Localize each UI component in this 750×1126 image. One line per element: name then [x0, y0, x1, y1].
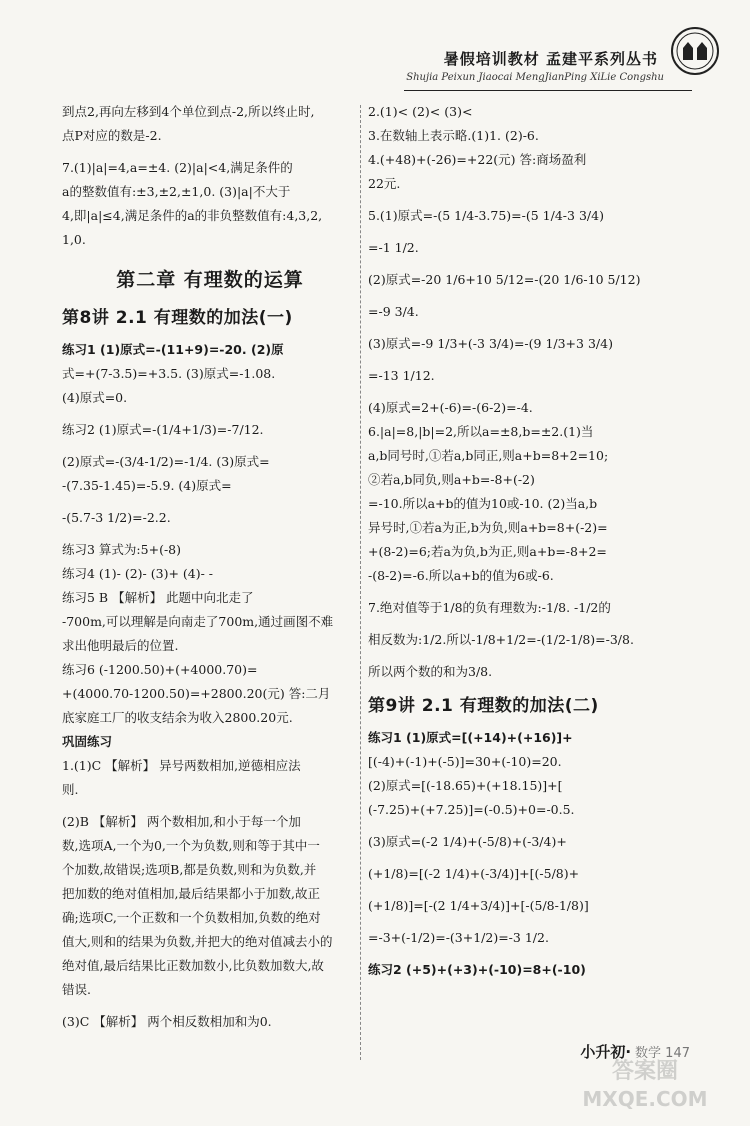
text-line: 练习3 算式为:5+(-8)	[62, 542, 181, 557]
text-line: -700m,可以理解是向南走了700m,通过画图不难	[62, 614, 334, 629]
text-line: 练习5 B 【解析】 此题中向北走了	[62, 590, 254, 605]
text-line: 练习4 (1)- (2)- (3)+ (4)- -	[62, 566, 214, 581]
text-line: 相反数为:1/2.所以-1/8+1/2=-(1/2-1/8)=-3/8.	[368, 632, 634, 647]
text-line: =-10.所以a+b的值为10或-10. (2)当a,b	[368, 496, 598, 511]
text-line: 练习2 (1)原式=-(1/4+1/3)=-7/12.	[62, 422, 264, 437]
text-line: 7.(1)|a|=4,a=±4. (2)|a|<4,满足条件的	[62, 160, 293, 175]
text-line: 1,0.	[62, 232, 86, 247]
series-title: 暑假培训教材 孟建平系列丛书	[443, 50, 658, 68]
text-line: 异号时,①若a为正,b为负,则a+b=8+(-2)=	[368, 520, 608, 535]
text-line: (+1/8)]=[-(2 1/4+3/4)]+[-(5/8-1/8)]	[368, 898, 589, 913]
text-line: (4)原式=0.	[62, 390, 128, 405]
text-line: 求出他明最后的位置.	[62, 638, 179, 653]
text-line: (3)原式=(-2 1/4)+(-5/8)+(-3/4)+	[368, 834, 567, 849]
lecture-9-title: 第9讲 2.1 有理数的加法(二)	[368, 696, 599, 716]
text-line: =-1 1/2.	[368, 240, 419, 255]
text-line: (3)原式=-9 1/3+(-3 3/4)=-(9 1/3+3 3/4)	[368, 336, 613, 351]
text-line: 式=+(7-3.5)=+3.5. (3)原式=-1.08.	[62, 366, 276, 381]
text-line: 练习2 (+5)+(+3)+(-10)=8+(-10)	[368, 962, 586, 977]
text-line: -(7.35-1.45)=-5.9. (4)原式=	[62, 478, 232, 493]
page-number: 数学 147	[635, 1046, 690, 1061]
text-line: 绝对值,最后结果比正数加数小,比负数加数大,故	[62, 958, 324, 973]
watermark-top-text: 答案圈	[611, 1059, 679, 1084]
publisher-logo-icon	[670, 26, 720, 76]
right-column	[368, 100, 670, 982]
text-line: =-13 1/12.	[368, 368, 435, 383]
text-line: 错误.	[62, 982, 91, 997]
text-line: 点P对应的数是-2.	[62, 128, 162, 143]
column-divider	[360, 105, 361, 1060]
text-line: (2)原式=-(3/4-1/2)=-1/4. (3)原式=	[62, 454, 270, 469]
text-line: +(8-2)=6;若a为负,b为正,则a+b=-8+2=	[368, 544, 607, 559]
text-line: 7.绝对值等于1/8的负有理数为:-1/8. -1/2的	[368, 600, 611, 615]
footer-label: 小升初·	[580, 1043, 632, 1061]
text-line: 所以两个数的和为3/8.	[368, 664, 493, 679]
header-rule	[404, 90, 692, 91]
text-line: (2)原式=-20 1/6+10 5/12=-(20 1/6-10 5/12)	[368, 272, 641, 287]
left-column	[62, 100, 358, 1034]
text-line: ②若a,b同负,则a+b=-8+(-2)	[368, 472, 535, 487]
text-line: 5.(1)原式=-(5 1/4-3.75)=-(5 1/4-3 3/4)	[368, 208, 604, 223]
text-line: (2)B 【解析】 两个数相加,和小于每一个加	[62, 814, 301, 829]
series-subtitle: Shujia Peixun Jiaocai MengJianPing XiLie Congshu	[406, 72, 664, 83]
watermark-logo-icon	[560, 1052, 730, 1114]
text-line: [(-4)+(-1)+(-5)]=30+(-10)=20.	[368, 754, 562, 769]
text-line: 2.(1)< (2)< (3)<	[368, 104, 473, 119]
text-line: +(4000.70-1200.50)=+2800.20(元) 答:二月	[62, 686, 331, 701]
chapter-title: 第二章 有理数的运算	[116, 269, 304, 291]
text-line: a,b同号时,①若a,b同正,则a+b=8+2=10;	[368, 448, 609, 463]
text-line: 则.	[62, 782, 79, 797]
text-line: 确;选项C,一个正数和一个负数相加,负数的绝对	[62, 910, 321, 925]
text-line: 6.|a|=8,|b|=2,所以a=±8,b=±2.(1)当	[368, 424, 594, 439]
text-line: (4)原式=2+(-6)=-(6-2)=-4.	[368, 400, 533, 415]
text-line: 巩固练习	[62, 734, 113, 749]
text-line: 到点2,再向左移到4个单位到点-2,所以终止时,	[62, 104, 315, 119]
text-line: 底家庭工厂的收支结余为收入2800.20元.	[62, 710, 293, 725]
text-line: 3.在数轴上表示略.(1)1. (2)-6.	[368, 128, 539, 143]
text-line: (2)原式=[(-18.65)+(+18.15)]+[	[368, 778, 563, 793]
text-line: a的整数值有:±3,±2,±1,0. (3)|a|不大于	[62, 184, 291, 199]
text-line: =-3+(-1/2)=-(3+1/2)=-3 1/2.	[368, 930, 549, 945]
text-line: -(5.7-3 1/2)=-2.2.	[62, 510, 171, 525]
page-header	[0, 0, 750, 95]
text-line: (+1/8)=[(-2 1/4)+(-3/4)]+[(-5/8)+	[368, 866, 580, 881]
lecture-8-title: 第8讲 2.1 有理数的加法(一)	[62, 308, 293, 328]
text-line: 4.(+48)+(-26)=+22(元) 答:商场盈利	[368, 152, 587, 167]
text-line: (-7.25)+(+7.25)]=(-0.5)+0=-0.5.	[368, 802, 575, 817]
text-line: 练习1 (1)原式=[(+14)+(+16)]+	[368, 730, 573, 745]
text-line: 数,选项A,一个为0,一个为负数,则和等于其中一	[62, 838, 320, 853]
text-line: 4,即|a|≤4,满足条件的a的非负整数值有:4,3,2,	[62, 208, 323, 223]
text-line: 练习1 (1)原式=-(11+9)=-20. (2)原	[62, 342, 284, 357]
text-line: -(8-2)=-6.所以a+b的值为6或-6.	[368, 568, 554, 583]
text-line: 22元.	[368, 176, 401, 191]
text-line: (3)C 【解析】 两个相反数相加和为0.	[62, 1014, 272, 1029]
text-line: 把加数的绝对值相加,最后结果都小于加数,故正	[62, 886, 320, 901]
text-line: =-9 3/4.	[368, 304, 419, 319]
text-line: 个加数,故错误;选项B,都是负数,则和为负数,并	[62, 862, 317, 877]
text-line: 练习6 (-1200.50)+(+4000.70)=	[62, 662, 258, 677]
text-line: 值大,则和的结果为负数,并把大的绝对值减去小的	[62, 934, 333, 949]
watermark-bottom-text: MXQE.COM	[582, 1087, 708, 1111]
text-line: 1.(1)C 【解析】 异号两数相加,逆德相应法	[62, 758, 301, 773]
